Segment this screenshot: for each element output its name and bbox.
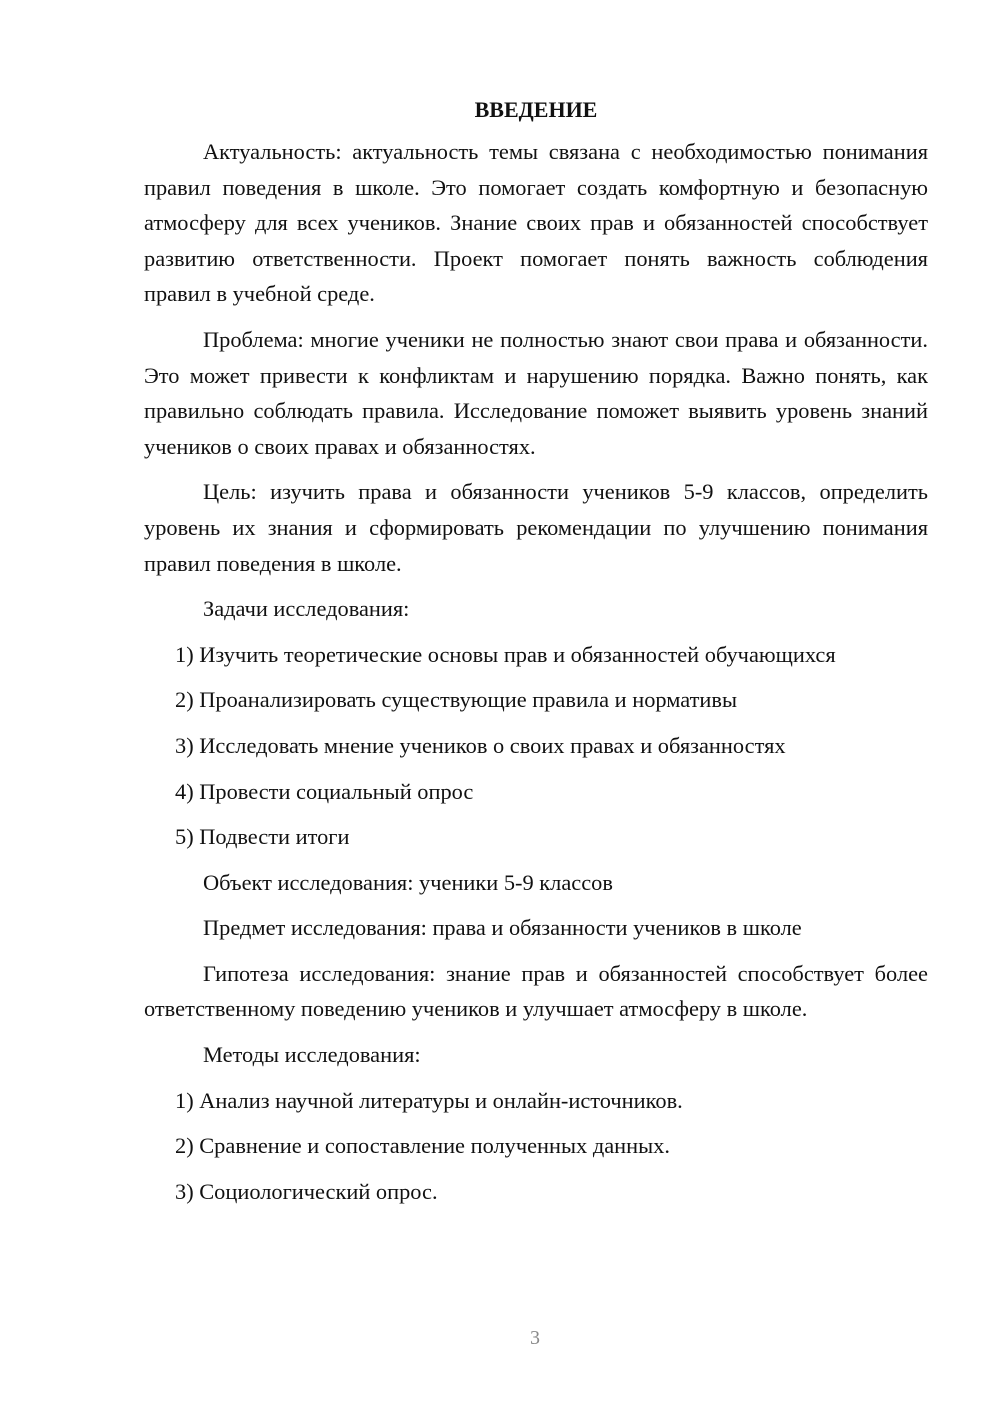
method-item: 1) Анализ научной литературы и онлайн-источников.: [175, 1087, 683, 1113]
tasks-label: Задачи исследования:: [203, 596, 410, 622]
methods-label: Методы исследования:: [203, 1042, 421, 1068]
task-item: 1) Изучить теоретические основы прав и обязанностей обучающихся: [175, 641, 836, 667]
task-item: 2) Проанализировать существующие правила и нормативы: [175, 687, 738, 713]
section-heading: ВВЕДЕНИЕ: [474, 97, 598, 122]
paragraph-relevance: Актуальность: актуальность темы связана с необходимостью понимания правил поведения в школе. Это помогает создать комфортную и безопасную атмосферу для всех учеников. Знание своих прав и обязанностей способствует развитию ответственности. Проект помогает понять важность соблюдения правил в учебной среде.: [144, 139, 928, 307]
research-subject: Предмет исследования: права и обязанности учеников в школе: [203, 915, 802, 941]
task-item: 4) Провести социальный опрос: [175, 778, 474, 804]
paragraph-goal: Цель: изучить права и обязанности учеников 5-9 классов, определить уровень их знания и сформировать рекомендации по улучшению понимания правил поведения в школе.: [144, 479, 928, 576]
page-number: 3: [530, 1327, 540, 1349]
method-item: 2) Сравнение и сопоставление полученных данных.: [175, 1133, 670, 1159]
method-item: 3) Социологический опрос.: [175, 1178, 438, 1204]
paragraph-problem: Проблема: многие ученики не полностью знают свои права и обязанности. Это может привести к конфликтам и нарушению порядка. Важно понять, как правильно соблюдать правила. Исследование поможет выявить уровень знаний учеников о своих правах и обязанностях.: [144, 326, 928, 459]
task-item: 5) Подвести итоги: [175, 824, 350, 850]
task-item: 3) Исследовать мнение учеников о своих правах и обязанностях: [175, 732, 786, 758]
page-content: [144, 92, 928, 1219]
research-object: Объект исследования: ученики 5-9 классов: [203, 869, 613, 895]
research-hypothesis: Гипотеза исследования: знание прав и обязанностей способствует более ответственному поведению учеников и улучшает атмосферу в школе.: [144, 960, 928, 1022]
